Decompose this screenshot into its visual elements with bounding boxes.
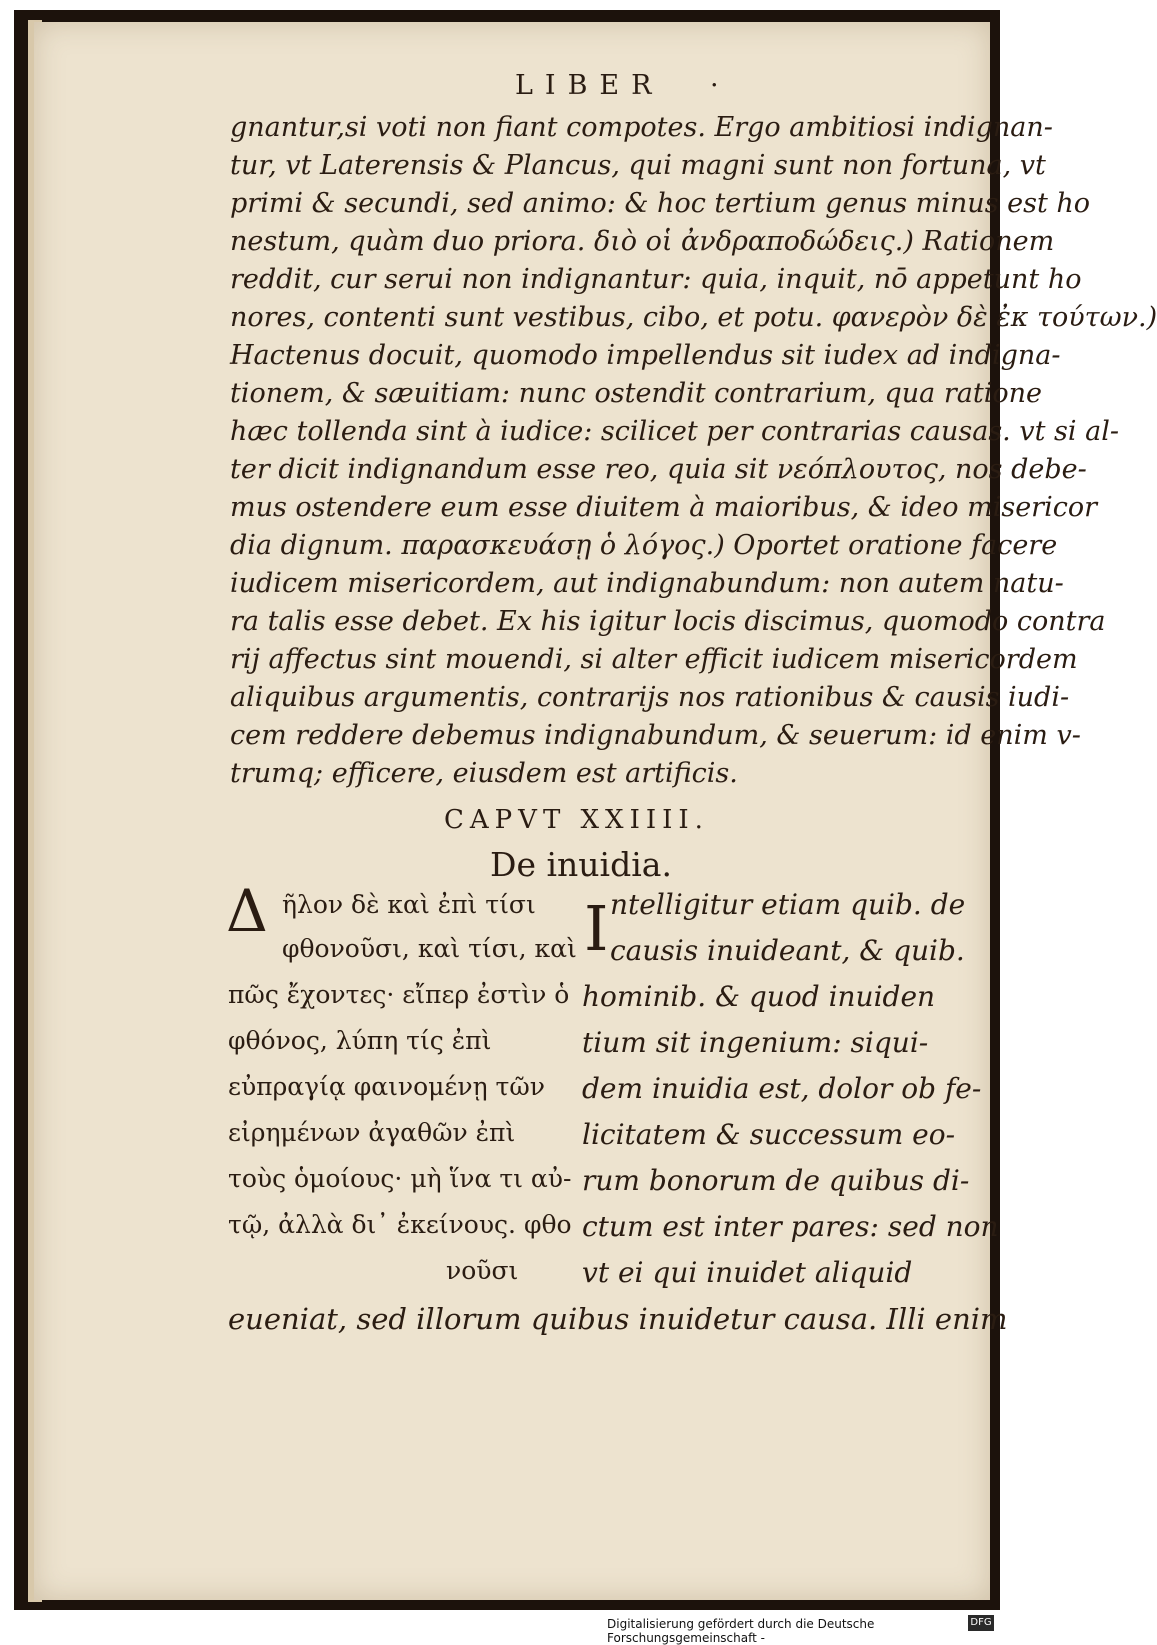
latin-line: ntelligitur etiam quib. de bbox=[610, 888, 966, 921]
chapter-subtitle: De inuidia. bbox=[490, 845, 672, 884]
body-line: dia dignum. παρασκευάσῃ ὁ λόγος.) Oportet oratione facere bbox=[230, 530, 1058, 561]
body-line: ter dicit indignandum esse reo, quia sit νεόπλουτος, nos debe- bbox=[230, 454, 1087, 485]
latin-line: hominib. & quod inuiden bbox=[582, 980, 936, 1013]
body-line: tionem, & sæuitiam: nunc ostendit contrarium, qua ratione bbox=[230, 378, 1042, 409]
greek-line: τῷ, ἀλλὰ δι᾽ ἐκείνους. φθο bbox=[228, 1210, 572, 1239]
greek-line: πῶς ἔχοντες· εἴπερ ἐστὶν ὁ bbox=[228, 980, 570, 1009]
closing-line: eueniat, sed illorum quibus inuidetur causa. Illi enim bbox=[228, 1302, 1008, 1336]
latin-line: causis inuideant, & quib. bbox=[610, 934, 965, 967]
body-line: nestum, quàm duo priora. διὸ οἱ ἀνδραποδώδεις.) Rationem bbox=[230, 226, 1055, 257]
body-line: cem reddere debemus indignabundum, & seuerum: id enim v- bbox=[230, 720, 1081, 751]
greek-drop-cap: Δ bbox=[226, 877, 268, 945]
dfg-logo: DFG bbox=[968, 1615, 994, 1631]
body-line: hæc tollenda sint à iudice: scilicet per contrarias causas. vt si al- bbox=[230, 416, 1119, 447]
latin-line: rum bonorum de quibus di- bbox=[582, 1164, 970, 1197]
latin-line: dem inuidia est, dolor ob fe- bbox=[582, 1072, 982, 1105]
running-head: LIBER bbox=[515, 70, 664, 101]
greek-line: εὐπραγίᾳ φαινομένῃ τῶν bbox=[228, 1072, 545, 1101]
latin-line: licitatem & successum eo- bbox=[582, 1118, 956, 1151]
body-line: trumq; efficere, eiusdem est artificis. bbox=[230, 758, 738, 789]
body-line: primi & secundi, sed animo: & hoc tertium genus minus est ho bbox=[230, 188, 1091, 219]
body-line: Hactenus docuit, quomodo impellendus sit iudex ad indigna- bbox=[230, 340, 1061, 371]
body-line: tur, vt Laterensis & Plancus, qui magni sunt non fortuna, vt bbox=[230, 150, 1046, 181]
latin-drop-cap: I bbox=[584, 892, 609, 965]
greek-line: εἰρημένων ἀγαθῶν ἐπὶ bbox=[228, 1118, 516, 1147]
greek-line: ῆλον δὲ καὶ ἐπὶ τίσι bbox=[282, 890, 536, 919]
body-line: reddit, cur serui non indignantur: quia, inquit, nō appetunt ho bbox=[230, 264, 1082, 295]
latin-line: ctum est inter pares: sed non bbox=[582, 1210, 999, 1243]
body-line: rij affectus sint mouendi, si alter efficit iudicem misericordem bbox=[230, 644, 1078, 675]
greek-line: φθόνος, λύπη τίς ἐπὶ bbox=[228, 1026, 492, 1055]
footer-credit: Digitalisierung gefördert durch die Deutsche Forschungsgemeinschaft - bbox=[607, 1617, 875, 1645]
latin-line: tium sit ingenium: siqui- bbox=[582, 1026, 929, 1059]
body-line: nores, contenti sunt vestibus, cibo, et potu. φανερὸν δὲ ἐκ τούτων.) bbox=[230, 302, 1157, 333]
body-line: gnantur,si voti non fiant compotes. Ergo ambitiosi indignan- bbox=[230, 112, 1053, 143]
greek-line: τοὺς ὁμοίους· μὴ ἵνα τι αὐ- bbox=[228, 1164, 572, 1193]
chapter-heading: CAPVT XXIIII. bbox=[444, 805, 709, 835]
greek-line: φθονοῦσι, καὶ τίσι, καὶ bbox=[282, 934, 577, 963]
greek-line: νοῦσι bbox=[446, 1256, 519, 1285]
body-line: aliquibus argumentis, contrarijs nos rationibus & causis iudi- bbox=[230, 682, 1070, 713]
body-line: mus ostendere eum esse diuitem à maioribus, & ideo misericor bbox=[230, 492, 1098, 523]
body-line: ra talis esse debet. Ex his igitur locis discimus, quomodo contra bbox=[230, 606, 1106, 637]
latin-line: vt ei qui inuidet aliquid bbox=[582, 1256, 913, 1289]
running-head-mark: · bbox=[710, 70, 719, 101]
body-line: iudicem misericordem, aut indignabundum: non autem natu- bbox=[230, 568, 1064, 599]
